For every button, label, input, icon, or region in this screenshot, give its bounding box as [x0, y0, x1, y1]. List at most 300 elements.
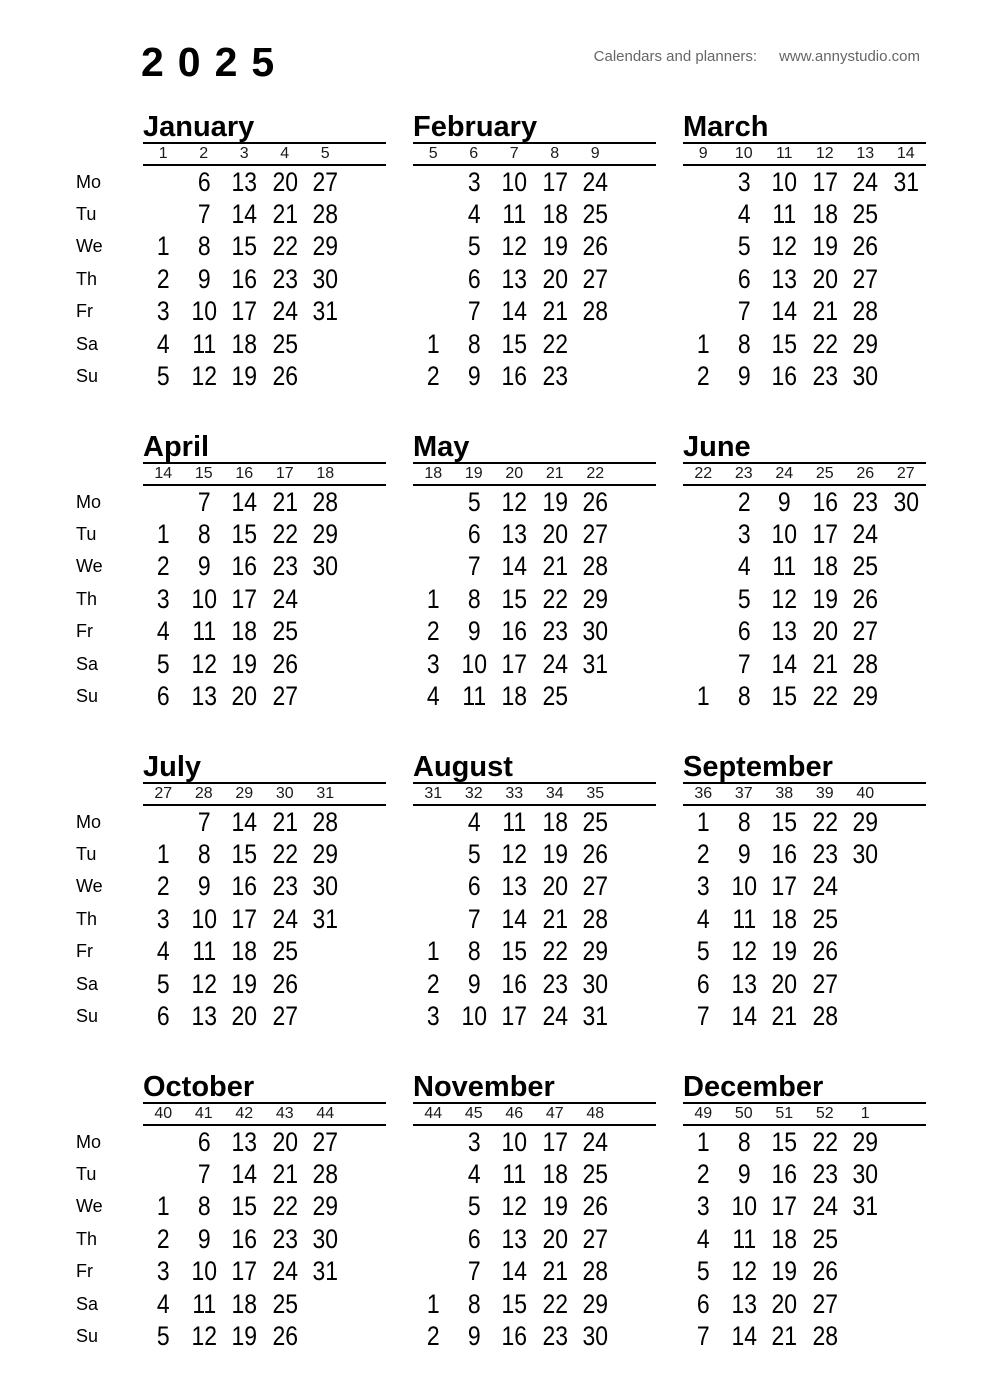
- weekday-label: We: [76, 556, 103, 577]
- day-cell: 12: [190, 648, 217, 679]
- week-numbers-row: [413, 462, 656, 486]
- week-number: 36: [694, 785, 713, 802]
- day-cell: 13: [231, 166, 258, 197]
- weekday-label: Th: [76, 908, 98, 929]
- day-cell: [416, 903, 450, 935]
- day-cell: [308, 328, 342, 360]
- day-cell: 24: [852, 519, 879, 550]
- day-cell: 1: [426, 583, 440, 614]
- day-cell: 12: [771, 231, 798, 262]
- day-cell: 9: [197, 551, 211, 582]
- day-cell: 3: [156, 903, 170, 934]
- day-grid: [413, 486, 656, 713]
- week-number: 18: [316, 465, 335, 482]
- day-cell: 7: [467, 296, 481, 327]
- day-cell: [349, 198, 383, 230]
- day-cell: [889, 360, 923, 392]
- weekday-label: Th: [76, 1228, 98, 1249]
- day-cell: 6: [696, 1288, 710, 1319]
- day-cell: 23: [541, 361, 568, 392]
- day-cell: 16: [231, 263, 258, 294]
- day-cell: 13: [501, 263, 528, 294]
- weekday-label: Tu: [76, 524, 97, 545]
- day-cell: 15: [231, 519, 258, 550]
- day-cell: 17: [501, 1001, 528, 1032]
- week-numbers-row: [413, 142, 656, 166]
- day-cell: 22: [811, 681, 838, 712]
- day-cell: 14: [231, 1159, 258, 1190]
- day-cell: 9: [467, 1321, 481, 1352]
- day-cell: [619, 360, 653, 392]
- day-cell: 11: [502, 199, 527, 230]
- month-may: [413, 432, 656, 713]
- day-cell: 23: [271, 551, 298, 582]
- day-cell: 26: [271, 361, 298, 392]
- day-cell: [686, 583, 720, 615]
- month-july: [143, 752, 386, 1033]
- day-cell: 19: [811, 231, 838, 262]
- day-cell: 19: [771, 936, 798, 967]
- week-numbers-row: [143, 782, 386, 806]
- month-title: October: [143, 1071, 255, 1103]
- day-cell: 4: [467, 199, 481, 230]
- day-cell: [146, 806, 180, 838]
- day-cell: [308, 616, 342, 648]
- month-title: January: [143, 111, 255, 143]
- day-cell: 17: [231, 1256, 258, 1287]
- day-cell: [146, 1158, 180, 1190]
- day-cell: [416, 231, 450, 263]
- day-cell: 7: [467, 903, 481, 934]
- day-cell: 12: [190, 1321, 217, 1352]
- day-cell: 3: [426, 648, 440, 679]
- day-cell: 10: [501, 166, 528, 197]
- day-cell: 24: [271, 903, 298, 934]
- day-cell: 22: [271, 839, 298, 870]
- day-cell: [889, 838, 923, 870]
- day-cell: 8: [197, 1191, 211, 1222]
- day-cell: 7: [737, 296, 751, 327]
- day-cell: [889, 518, 923, 550]
- day-cell: 2: [156, 871, 170, 902]
- day-cell: [889, 198, 923, 230]
- week-number: 49: [694, 1105, 713, 1122]
- day-cell: 31: [892, 166, 919, 197]
- day-cell: 12: [771, 583, 798, 614]
- day-cell: 24: [811, 1191, 838, 1222]
- day-cell: 30: [312, 263, 339, 294]
- month-title: May: [413, 431, 470, 463]
- day-cell: 21: [541, 551, 568, 582]
- day-cell: 19: [541, 231, 568, 262]
- week-number: 51: [775, 1105, 794, 1122]
- day-cell: 8: [737, 806, 751, 837]
- day-cell: 23: [811, 1159, 838, 1190]
- day-cell: [308, 968, 342, 1000]
- day-cell: 14: [231, 806, 258, 837]
- day-cell: 12: [730, 936, 757, 967]
- day-cell: [619, 616, 653, 648]
- day-cell: [349, 1223, 383, 1255]
- day-cell: 2: [156, 551, 170, 582]
- day-cell: 26: [582, 839, 609, 870]
- day-cell: [889, 1256, 923, 1288]
- day-cell: 30: [312, 551, 339, 582]
- day-cell: [308, 1320, 342, 1352]
- day-cell: 13: [501, 1223, 528, 1254]
- day-cell: [619, 1191, 653, 1223]
- day-cell: 22: [541, 583, 568, 614]
- day-cell: [349, 1256, 383, 1288]
- weekday-label: Th: [76, 268, 98, 289]
- day-cell: 17: [541, 166, 568, 197]
- day-cell: [686, 486, 720, 518]
- day-cell: 19: [231, 648, 258, 679]
- day-cell: [416, 1158, 450, 1190]
- day-cell: 17: [811, 166, 838, 197]
- weekday-label: Su: [76, 1006, 99, 1027]
- day-cell: 2: [696, 839, 710, 870]
- day-cell: 14: [771, 648, 798, 679]
- weekday-label: Mo: [76, 491, 102, 512]
- day-cell: 8: [737, 328, 751, 359]
- week-numbers-row: [683, 1102, 926, 1126]
- day-cell: 23: [271, 871, 298, 902]
- day-cell: 3: [156, 296, 170, 327]
- day-grid: [683, 166, 926, 393]
- weekday-label: Tu: [76, 1164, 97, 1185]
- day-cell: [308, 360, 342, 392]
- day-cell: [619, 680, 653, 712]
- day-cell: 10: [771, 519, 798, 550]
- year-title: 2025: [141, 39, 289, 85]
- week-number: 50: [734, 1105, 753, 1122]
- day-cell: 5: [737, 231, 751, 262]
- day-cell: 2: [696, 361, 710, 392]
- day-cell: 21: [271, 486, 298, 517]
- day-cell: 11: [731, 1223, 756, 1254]
- day-cell: 16: [231, 1223, 258, 1254]
- day-cell: 28: [582, 296, 609, 327]
- day-cell: 16: [811, 486, 838, 517]
- day-cell: [889, 616, 923, 648]
- day-cell: 1: [156, 839, 170, 870]
- day-cell: 1: [426, 1288, 440, 1319]
- day-cell: [686, 648, 720, 680]
- weekday-labels: [76, 486, 103, 713]
- day-cell: 31: [312, 903, 339, 934]
- day-cell: 9: [197, 871, 211, 902]
- week-number: 45: [464, 1105, 483, 1122]
- week-number: 47: [545, 1105, 564, 1122]
- week-number: 48: [586, 1105, 605, 1122]
- day-cell: 25: [271, 616, 298, 647]
- week-number: 3: [239, 145, 249, 162]
- day-cell: 2: [696, 1159, 710, 1190]
- weekday-label: We: [76, 236, 103, 257]
- day-cell: 1: [426, 936, 440, 967]
- day-grid: [143, 486, 386, 713]
- month-title: April: [143, 431, 210, 463]
- day-cell: 4: [156, 1288, 170, 1319]
- day-cell: 26: [811, 936, 838, 967]
- day-cell: 28: [312, 1159, 339, 1190]
- day-cell: 3: [696, 871, 710, 902]
- day-cell: [686, 296, 720, 328]
- day-cell: 2: [426, 361, 440, 392]
- month-february: [413, 112, 656, 393]
- day-cell: [349, 231, 383, 263]
- day-cell: 13: [771, 263, 798, 294]
- day-cell: 17: [501, 648, 528, 679]
- day-cell: [619, 806, 653, 838]
- day-cell: [349, 936, 383, 968]
- weekday-labels: [76, 166, 103, 393]
- day-cell: 31: [312, 296, 339, 327]
- day-cell: [848, 1320, 882, 1352]
- day-cell: [349, 1126, 383, 1158]
- day-cell: 9: [777, 486, 791, 517]
- week-number: 16: [235, 465, 254, 482]
- day-cell: 14: [501, 903, 528, 934]
- day-cell: 29: [312, 1191, 339, 1222]
- day-cell: 16: [771, 839, 798, 870]
- day-cell: [619, 648, 653, 680]
- day-cell: 5: [737, 583, 751, 614]
- day-cell: 8: [467, 583, 481, 614]
- day-cell: [416, 1223, 450, 1255]
- day-cell: 5: [467, 231, 481, 262]
- day-cell: 10: [730, 871, 757, 902]
- day-cell: 14: [231, 199, 258, 230]
- day-cell: [619, 1158, 653, 1190]
- day-cell: 11: [191, 328, 216, 359]
- day-cell: 22: [811, 806, 838, 837]
- weekday-label: Su: [76, 366, 99, 387]
- week-number: 44: [424, 1105, 443, 1122]
- week-number: 4: [280, 145, 290, 162]
- day-cell: 11: [772, 199, 797, 230]
- month-june: [683, 432, 926, 713]
- weekday-label: We: [76, 1196, 103, 1217]
- day-cell: 1: [696, 806, 710, 837]
- day-cell: 30: [312, 1223, 339, 1254]
- day-cell: [416, 296, 450, 328]
- day-cell: 28: [582, 551, 609, 582]
- day-cell: 12: [190, 361, 217, 392]
- day-cell: [349, 968, 383, 1000]
- day-cell: [619, 1126, 653, 1158]
- weekday-labels: [76, 1126, 103, 1353]
- day-cell: 27: [582, 519, 609, 550]
- day-cell: 27: [811, 1288, 838, 1319]
- day-cell: 13: [501, 519, 528, 550]
- week-number: 8: [550, 145, 560, 162]
- day-cell: 30: [852, 839, 879, 870]
- month-april: [143, 432, 386, 713]
- week-number: 22: [586, 465, 605, 482]
- day-cell: 3: [737, 519, 751, 550]
- day-cell: [889, 936, 923, 968]
- day-cell: [349, 806, 383, 838]
- month-august: [413, 752, 656, 1033]
- day-cell: 29: [582, 583, 609, 614]
- day-cell: 26: [271, 1321, 298, 1352]
- day-cell: 17: [771, 1191, 798, 1222]
- day-cell: 9: [467, 616, 481, 647]
- day-cell: 4: [737, 199, 751, 230]
- day-cell: 18: [231, 1288, 258, 1319]
- week-number: 40: [856, 785, 875, 802]
- day-cell: 24: [271, 1256, 298, 1287]
- week-number: 43: [275, 1105, 294, 1122]
- day-cell: [349, 328, 383, 360]
- day-cell: 19: [771, 1256, 798, 1287]
- day-cell: 15: [771, 681, 798, 712]
- day-cell: 29: [312, 231, 339, 262]
- day-cell: [308, 680, 342, 712]
- calendar-band: [0, 112, 1000, 412]
- day-cell: 9: [467, 361, 481, 392]
- day-cell: 22: [541, 328, 568, 359]
- day-cell: 19: [231, 1321, 258, 1352]
- day-cell: [416, 551, 450, 583]
- day-cell: 8: [467, 1288, 481, 1319]
- day-cell: 25: [582, 806, 609, 837]
- day-cell: [619, 296, 653, 328]
- month-title: November: [413, 1071, 555, 1103]
- day-cell: [308, 1000, 342, 1032]
- day-cell: [619, 1223, 653, 1255]
- week-number: 22: [694, 465, 713, 482]
- day-cell: 27: [582, 871, 609, 902]
- day-cell: 2: [426, 1321, 440, 1352]
- weekday-label: Tu: [76, 204, 97, 225]
- day-cell: 1: [156, 231, 170, 262]
- day-cell: 5: [467, 839, 481, 870]
- day-cell: [619, 1320, 653, 1352]
- day-cell: 13: [771, 616, 798, 647]
- day-cell: [889, 871, 923, 903]
- day-cell: [889, 328, 923, 360]
- day-cell: 28: [312, 806, 339, 837]
- day-cell: [686, 231, 720, 263]
- day-cell: 15: [231, 231, 258, 262]
- month-january: [143, 112, 386, 393]
- day-cell: 17: [231, 583, 258, 614]
- day-cell: 2: [737, 486, 751, 517]
- day-cell: 25: [271, 328, 298, 359]
- day-cell: [308, 1288, 342, 1320]
- day-cell: 11: [191, 616, 216, 647]
- day-grid: [143, 806, 386, 1033]
- week-number: 27: [896, 465, 915, 482]
- day-cell: 31: [582, 1001, 609, 1032]
- day-cell: [308, 583, 342, 615]
- month-title: February: [413, 111, 538, 143]
- day-cell: 25: [582, 199, 609, 230]
- day-cell: 7: [197, 199, 211, 230]
- day-cell: [619, 936, 653, 968]
- day-cell: 19: [541, 486, 568, 517]
- day-cell: [619, 903, 653, 935]
- weekday-label: Sa: [76, 333, 99, 354]
- day-cell: 22: [271, 1191, 298, 1222]
- day-cell: 18: [541, 806, 568, 837]
- day-cell: [848, 1256, 882, 1288]
- day-cell: [349, 1191, 383, 1223]
- weekday-label: Su: [76, 1326, 99, 1347]
- week-numbers-row: [143, 1102, 386, 1126]
- day-cell: 13: [231, 1126, 258, 1157]
- week-number: 7: [509, 145, 519, 162]
- week-number: 24: [775, 465, 794, 482]
- day-cell: 16: [501, 968, 528, 999]
- day-cell: 3: [156, 1256, 170, 1287]
- day-cell: 5: [156, 968, 170, 999]
- day-cell: 20: [771, 1288, 798, 1319]
- day-cell: 26: [582, 231, 609, 262]
- day-cell: 29: [312, 519, 339, 550]
- day-cell: 25: [271, 1288, 298, 1319]
- day-cell: 7: [197, 486, 211, 517]
- week-number: 44: [316, 1105, 335, 1122]
- day-cell: [889, 968, 923, 1000]
- weekday-label: Sa: [76, 1293, 99, 1314]
- month-title: June: [683, 431, 751, 463]
- weekday-label: Th: [76, 588, 98, 609]
- day-cell: 7: [467, 1256, 481, 1287]
- day-cell: 17: [541, 1126, 568, 1157]
- week-number: 23: [734, 465, 753, 482]
- day-cell: [848, 903, 882, 935]
- day-cell: 15: [231, 839, 258, 870]
- day-cell: [889, 1126, 923, 1158]
- day-cell: 5: [696, 1256, 710, 1287]
- day-cell: [686, 263, 720, 295]
- day-cell: 23: [271, 263, 298, 294]
- day-cell: 15: [501, 583, 528, 614]
- week-number: 17: [275, 465, 294, 482]
- day-cell: 12: [190, 968, 217, 999]
- week-number: 28: [194, 785, 213, 802]
- month-title: September: [683, 751, 833, 783]
- day-cell: [619, 583, 653, 615]
- day-cell: [889, 806, 923, 838]
- day-cell: 5: [156, 361, 170, 392]
- day-cell: [416, 518, 450, 550]
- weekday-label: Fr: [76, 301, 93, 322]
- day-cell: [349, 838, 383, 870]
- week-numbers-row: [143, 142, 386, 166]
- day-cell: 27: [852, 616, 879, 647]
- day-cell: 23: [541, 968, 568, 999]
- day-cell: 23: [852, 486, 879, 517]
- day-cell: 29: [582, 1288, 609, 1319]
- weekday-label: Tu: [76, 844, 97, 865]
- day-cell: 7: [467, 551, 481, 582]
- month-title: March: [683, 111, 769, 143]
- week-number: 46: [505, 1105, 524, 1122]
- day-cell: 18: [811, 551, 838, 582]
- day-cell: 4: [737, 551, 751, 582]
- week-number: 35: [586, 785, 605, 802]
- day-cell: 21: [811, 296, 838, 327]
- day-cell: 4: [156, 616, 170, 647]
- week-number: 37: [734, 785, 753, 802]
- day-cell: 23: [811, 361, 838, 392]
- day-cell: 12: [501, 839, 528, 870]
